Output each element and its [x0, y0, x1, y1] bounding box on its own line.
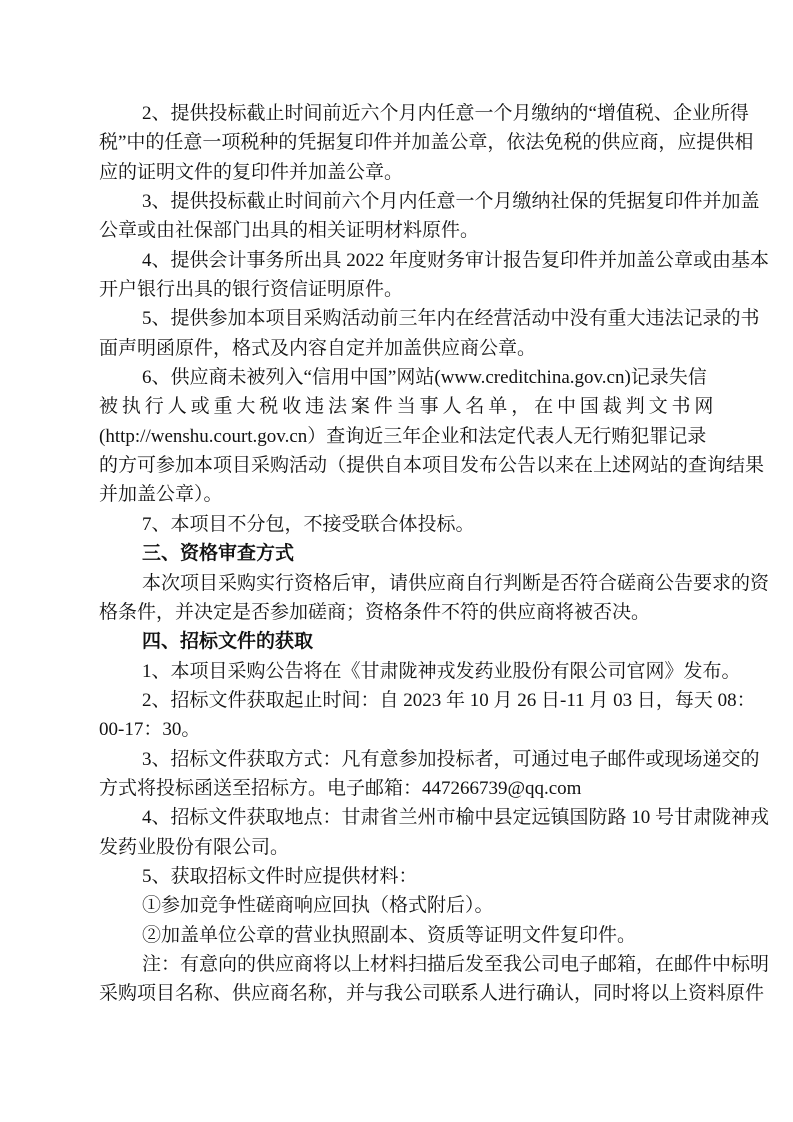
text-line: (http://wenshu.court.gov.cn）查询近三年企业和法定代表人无行贿犯罪记录 — [99, 425, 707, 447]
text-line: 四、招标文件的获取 — [142, 631, 314, 653]
text-line: ②加盖单位公章的营业执照副本、资质等证明文件复印件。 — [142, 924, 637, 946]
text-line: 7、本项目不分包，不接受联合体投标。 — [142, 513, 475, 535]
text-line: 4、提供会计事务所出具 2022 年度财务审计报告复印件并加盖公章或由基本 — [142, 249, 770, 271]
text-line: 注：有意向的供应商将以上材料扫描后发至我公司电子邮箱，在邮件中标明 — [142, 953, 770, 975]
paragraph — [99, 363, 765, 510]
text-line: 并加盖公章）。 — [99, 484, 223, 506]
paragraph — [99, 686, 756, 745]
text-line: 开户银行出具的银行资信证明原件。 — [99, 279, 404, 301]
paragraph — [99, 745, 760, 804]
text-line: 4、招标文件获取地点：甘肃省兰州市榆中县定远镇国防路 10 号甘肃陇神戎 — [142, 807, 770, 829]
text-line: 2、招标文件获取起止时间：自 2023 年 10 月 26 日-11 月 03 日，每天 08： — [142, 689, 756, 711]
text-line: 3、招标文件获取方式：凡有意参加投标者，可通过电子邮件或现场递交的 — [142, 748, 760, 770]
text-line: 1、本项目采购公告将在《甘肃陇神戎发药业股份有限公司官网》发布。 — [142, 660, 741, 682]
text-line: 面声明函原件，格式及内容自定并加盖供应商公章。 — [99, 337, 537, 359]
text-line: ①参加竞争性磋商响应回执（格式附后）。 — [142, 895, 494, 917]
text-line: 5、提供参加本项目采购活动前三年内在经营活动中没有重大违法记录的书 — [142, 308, 760, 330]
paragraph — [99, 304, 760, 363]
paragraph — [99, 657, 741, 686]
text-line: 采购项目名称、供应商名称，并与我公司联系人进行确认，同时将以上资料原件 — [99, 983, 765, 1005]
text-line: 三、资格审查方式 — [142, 543, 295, 565]
text-line: 方式将投标函送至招标方。电子邮箱：447266739@qq.com — [99, 777, 582, 799]
paragraph — [99, 921, 695, 950]
text-line: 发药业股份有限公司。 — [99, 836, 290, 858]
paragraph — [99, 862, 695, 891]
section-heading — [99, 539, 695, 568]
paragraph — [99, 569, 770, 628]
paragraph — [99, 950, 770, 1009]
paragraph — [99, 510, 695, 539]
paragraph — [99, 891, 695, 920]
text-line: 5、获取招标文件时应提供材料： — [142, 865, 418, 887]
text-line: 2、提供投标截止时间前近六个月内任意一个月缴纳的“增值税、企业所得 — [142, 103, 749, 124]
section-heading — [99, 627, 695, 656]
text-line: 应的证明文件的复印件并加盖公章。 — [99, 161, 404, 183]
paragraph — [99, 246, 770, 305]
text-line: 6、供应商未被列入“信用中国”网站(www.creditchina.gov.cn)记录失信 — [142, 367, 707, 389]
text-line: 税”中的任意一项税种的凭据复印件并加盖公章，依法免税的供应商，应提供相 — [99, 132, 754, 154]
text-line: 的方可参加本项目采购活动（提供自本项目发布公告以来在上述网站的查询结果 — [99, 455, 765, 477]
text-line: 本次项目采购实行资格后审，请供应商自行判断是否符合磋商公告要求的资 — [142, 572, 770, 594]
paragraph — [99, 803, 770, 862]
text-line: 00-17：30。 — [99, 719, 201, 741]
paragraph — [99, 99, 754, 187]
text-line: 3、提供投标截止时间前六个月内任意一个月缴纳社保的凭据复印件并加盖 — [142, 191, 760, 213]
document-page — [99, 99, 770, 1009]
paragraph — [99, 187, 760, 246]
text-line: 被执行人或重大税收违法案件当事人名单，在中国裁判文书网 — [99, 396, 718, 418]
text-line: 格条件，并决定是否参加磋商；资格条件不符的供应商将被否决。 — [99, 601, 651, 623]
text-line: 公章或由社保部门出具的相关证明材料原件。 — [99, 220, 480, 242]
